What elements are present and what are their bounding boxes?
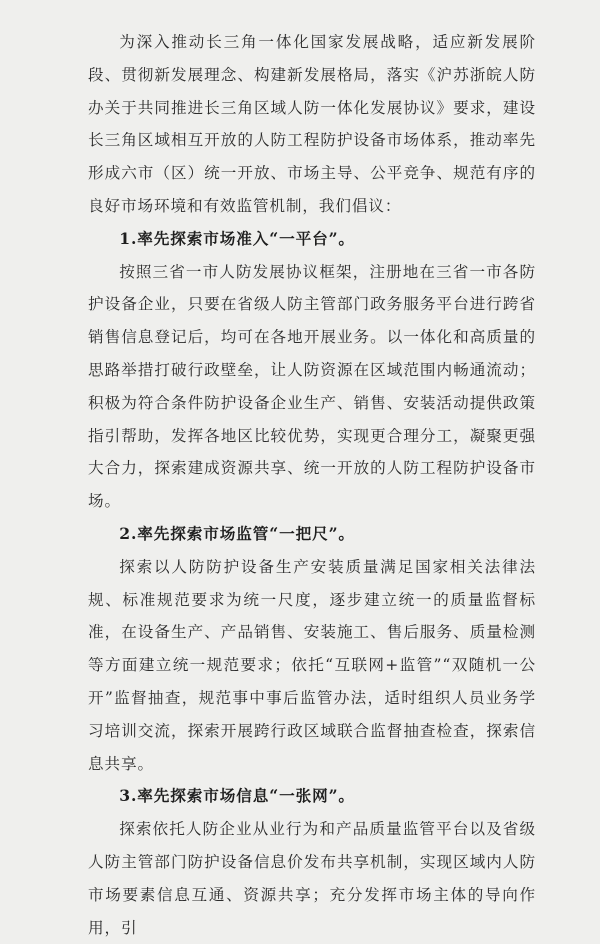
intro-paragraph: 为深入推动长三角一体化国家发展战略，适应新发展阶段、贯彻新发展理念、构建新发展格局，落实《沪苏浙皖人防办关于共同推进长三角区域人防一体化发展协议》要求，建设长三角区域相互开放的人防工程防护设备市场体系，推动率先形成六市（区）统一开放、市场主导、公平竞争、规范有序的良好市场环境和有效监管机制，我们倡议： bbox=[88, 33, 536, 215]
section-body-2: 探索以人防防护设备生产安装质量满足国家相关法律法规、标准规范要求为统一尺度，逐步建立统一的质量监督标准，在设备生产、产品销售、安装施工、售后服务、质量检测等方面建立统一规范要求；依托“互联网+监管”“双随机一公开”监督抽查，规范事中事后监管办法，适时组织人员业务学习培训交流，探索开展跨行政区域联合监督抽查检查，探索信息共享。 bbox=[88, 557, 536, 773]
section-body-3: 探索依托人防企业从业行为和产品质量监管平台以及省级人防主管部门防护设备信息价发布共享机制，实现区域内人防市场要素信息互通、资源共享；充分发挥市场主体的导向作用，引 bbox=[88, 820, 536, 937]
section-heading-1: 1.率先探索市场准入“一平台”。 bbox=[119, 228, 355, 248]
section-heading-3: 3.率先探索市场信息“一张网”。 bbox=[119, 786, 355, 806]
section-heading-2: 2.率先探索市场监管“一把尺”。 bbox=[119, 523, 355, 543]
section-body-1: 按照三省一市人防发展协议框架，注册地在三省一市各防护设备企业，只要在省级人防主管部门政务服务平台进行跨省销售信息登记后，均可在各地开展业务。以一体化和高质量的思路举措打破行政壁垒，让人防资源在区域范围内畅通流动；积极为符合条件防护设备企业生产、销售、安装活动提供政策指引帮助，发挥各地区比较优势，实现更合理分工，凝聚更强大合力，探索建成资源共享、统一开放的人防工程防护设备市场。 bbox=[88, 262, 536, 511]
